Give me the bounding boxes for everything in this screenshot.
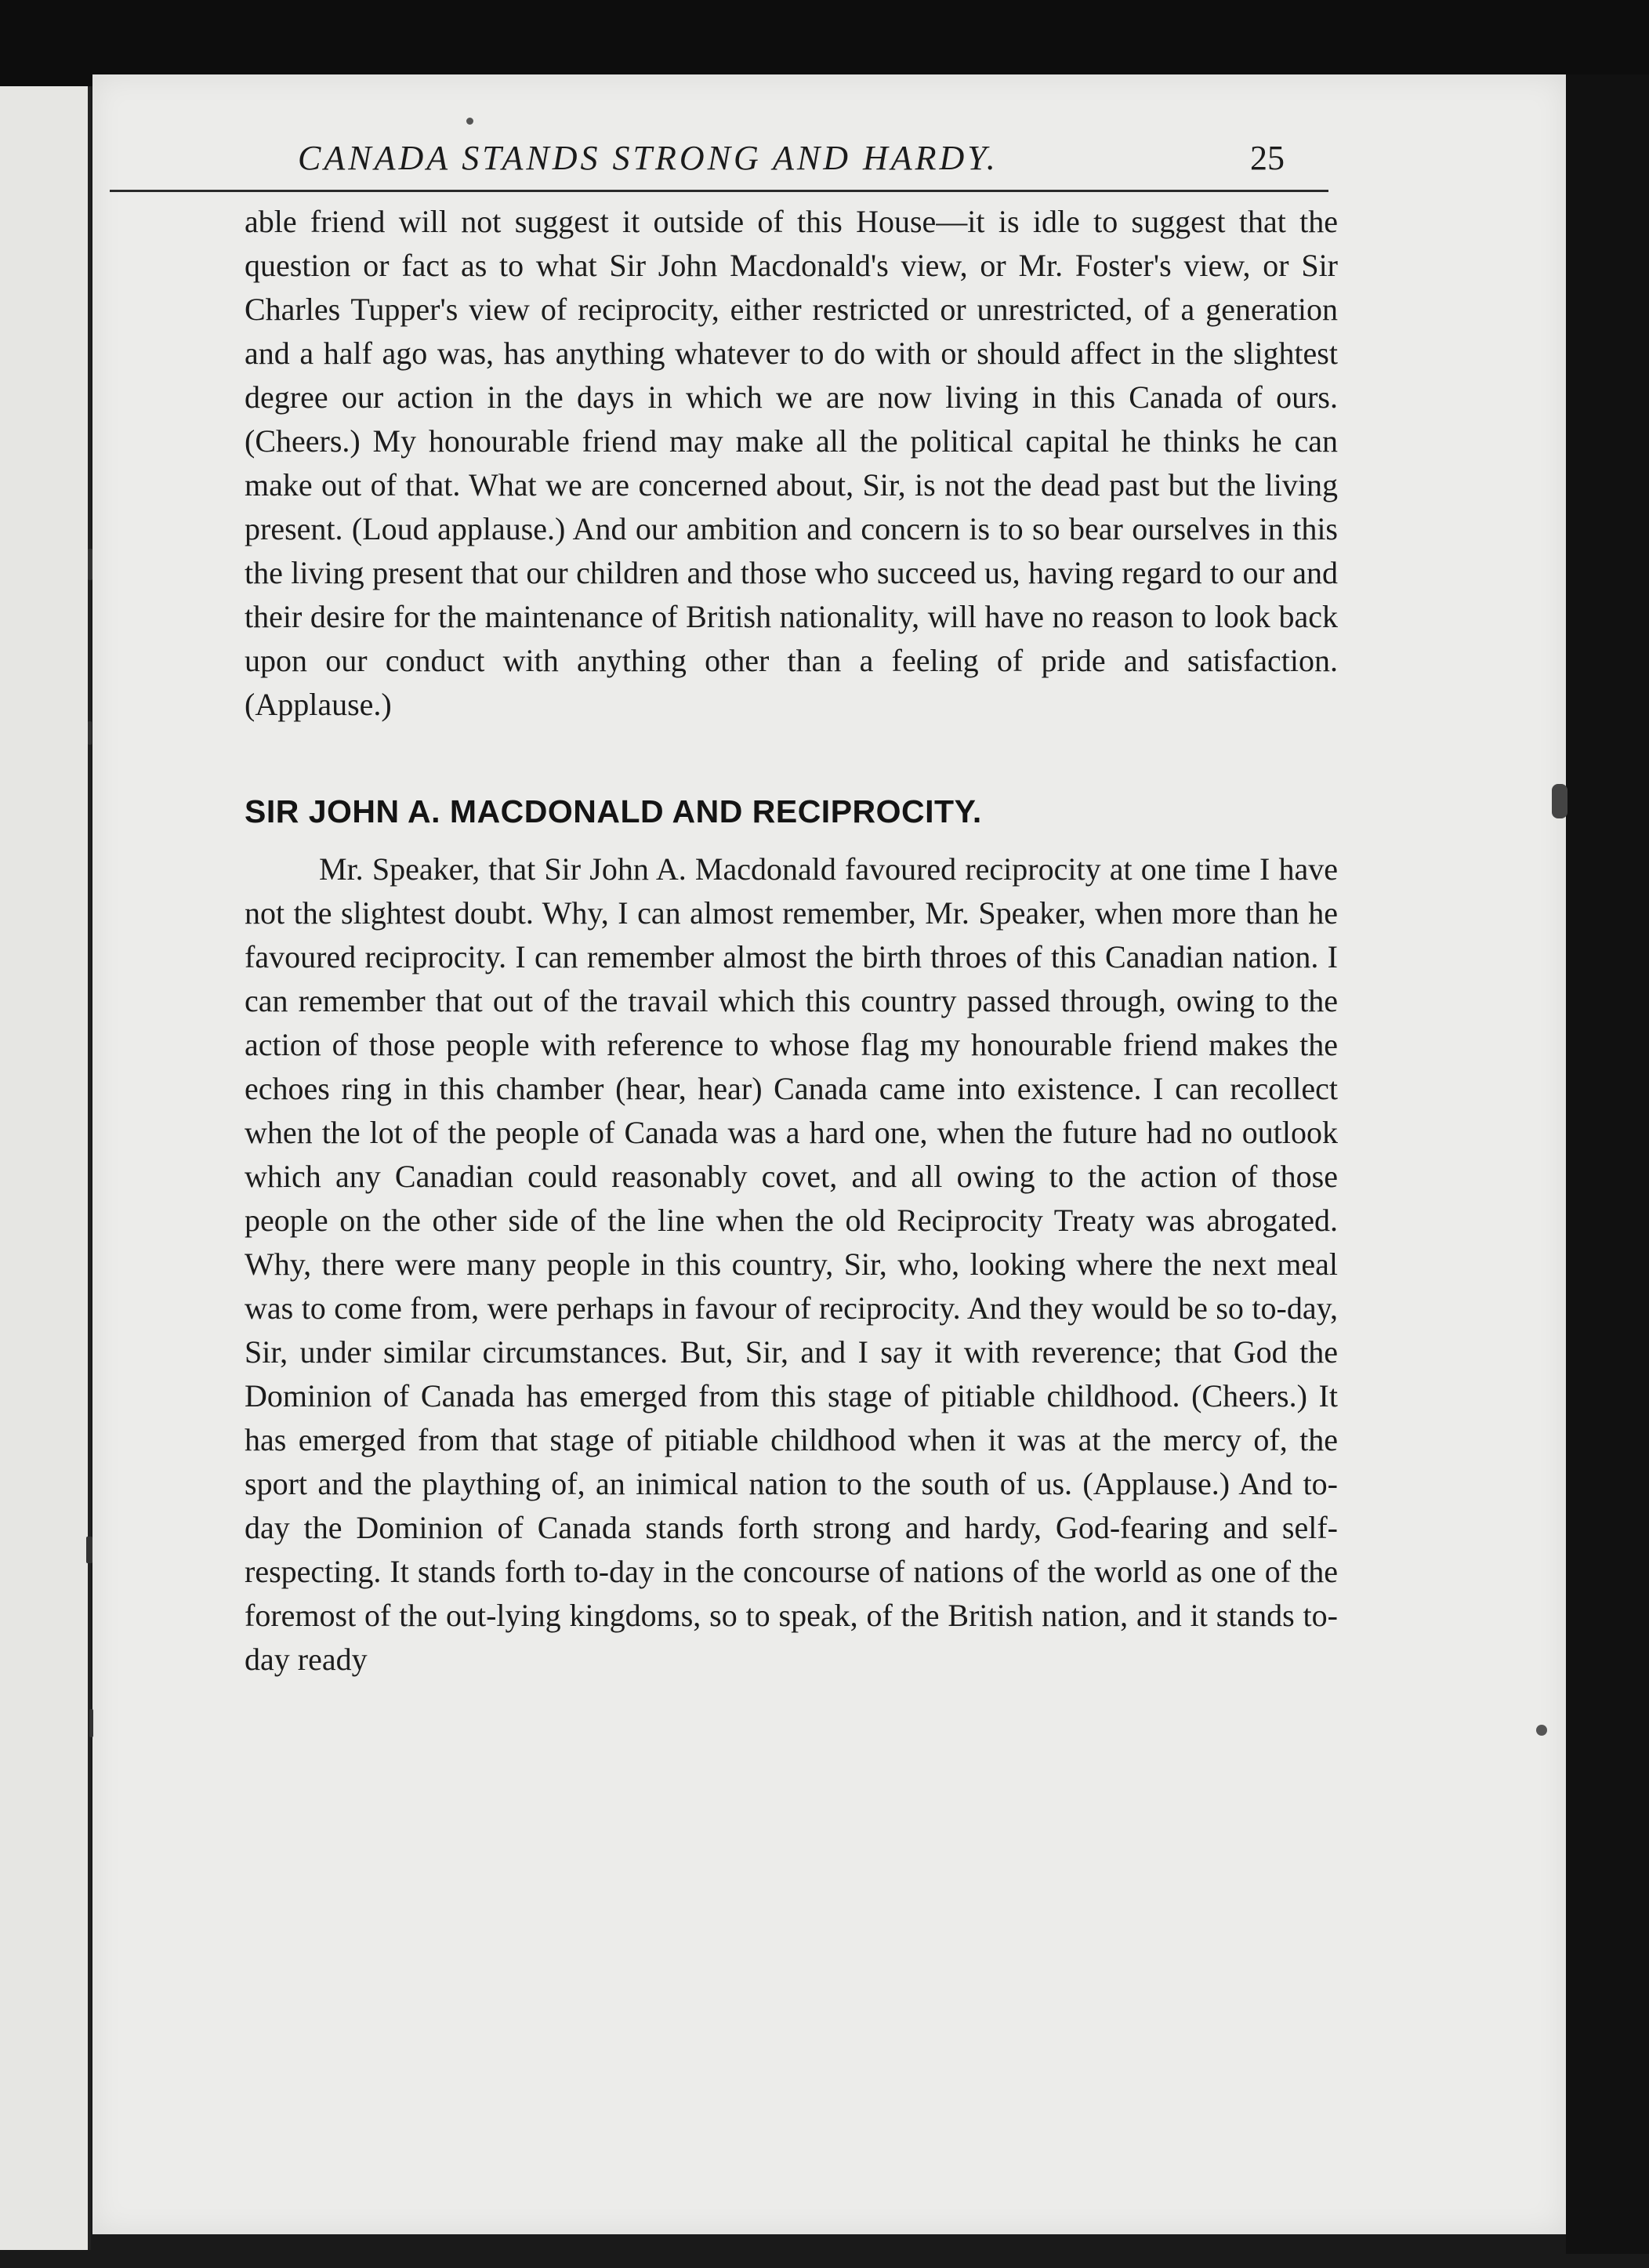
binding-mark	[86, 1537, 92, 1563]
page-number: 25	[1250, 139, 1285, 177]
scan-background-right	[1566, 74, 1649, 2254]
section-heading: SIR JOHN A. MACDONALD AND RECIPROCITY.	[245, 793, 982, 829]
paragraph-continued: able friend will not suggest it outside of this House—it is idle to suggest that the question or fact as to what Sir John Macdonald's view, or Mr. Foster's view, or Sir Charles Tupper's view of reciprocity, either restricted or unrestricted, of a generation and a half ago was, has anything whatever to do with or should affect in the slightest degree our action in the days in which we are now living in this Canada of ours. (Cheers.) My honourable friend may make all the political capital he thinks he can make out of that. What we are concerned about, Sir, is not the dead past but the living present. (Loud applause.) And our ambition and concern is to so bear ourselves in this the living present that our children and those who succeed us, having regard to our and their desire for the maintenance of British nationality, will have no reason to look back upon our conduct with anything other than a feeling of pride and satisfaction. (Applause.)	[245, 204, 1338, 722]
binding-mark	[88, 549, 92, 580]
running-title: CANADA STANDS STRONG AND HARDY.	[298, 139, 998, 177]
binding-mark	[89, 1709, 93, 1737]
page-header	[110, 138, 1348, 193]
paragraph-reciprocity: Mr. Speaker, that Sir John A. Macdonald favoured reciprocity at one time I have not the slightest doubt. Why, I can almost remember, Mr. Speaker, when more than he favoured reciprocity. I can remember almost the birth throes of this Canadian nation. I can remember that out of the travail which this country passed through, owing to the action of those people with reference to whose flag my honourable friend makes the echoes ring in this chamber (hear, hear) Canada came into existence. I can recollect when the lot of the people of Canada was a hard one, when the future had no outlook which any Canadian could reasonably covet, and all owing to the action of those people on the other side of the line when the old Reciprocity Treaty was abrogated. Why, there were many people in this country, Sir, who, looking where the next meal was to come from, were perhaps in favour of reciprocity. And they would be so to-day, Sir, under similar circumstances. But, Sir, and I say it with reverence; that God the Dominion of Canada has emerged from this stage of pitiable childhood. (Cheers.) It has emerged from that stage of pitiable childhood when it was at the mercy of, the sport and the plaything of, an inimical nation to the south of us. (Applause.) And to-day the Dominion of Canada stands forth strong and hardy, God-fearing and self-respecting. It stands forth to-day in the concourse of nations of the world as one of the foremost of the out-lying kingdoms, so to speak, of the British nation, and it stands to-day ready	[245, 851, 1338, 1677]
header-rule	[110, 190, 1328, 192]
facing-page-edge	[0, 86, 91, 2250]
scan-speck	[466, 118, 473, 125]
binding-mark	[88, 721, 92, 745]
page-body	[245, 200, 1338, 1682]
scan-background-top	[0, 0, 1649, 86]
scan-speck	[1536, 1725, 1547, 1736]
scan-speck	[1552, 784, 1567, 818]
